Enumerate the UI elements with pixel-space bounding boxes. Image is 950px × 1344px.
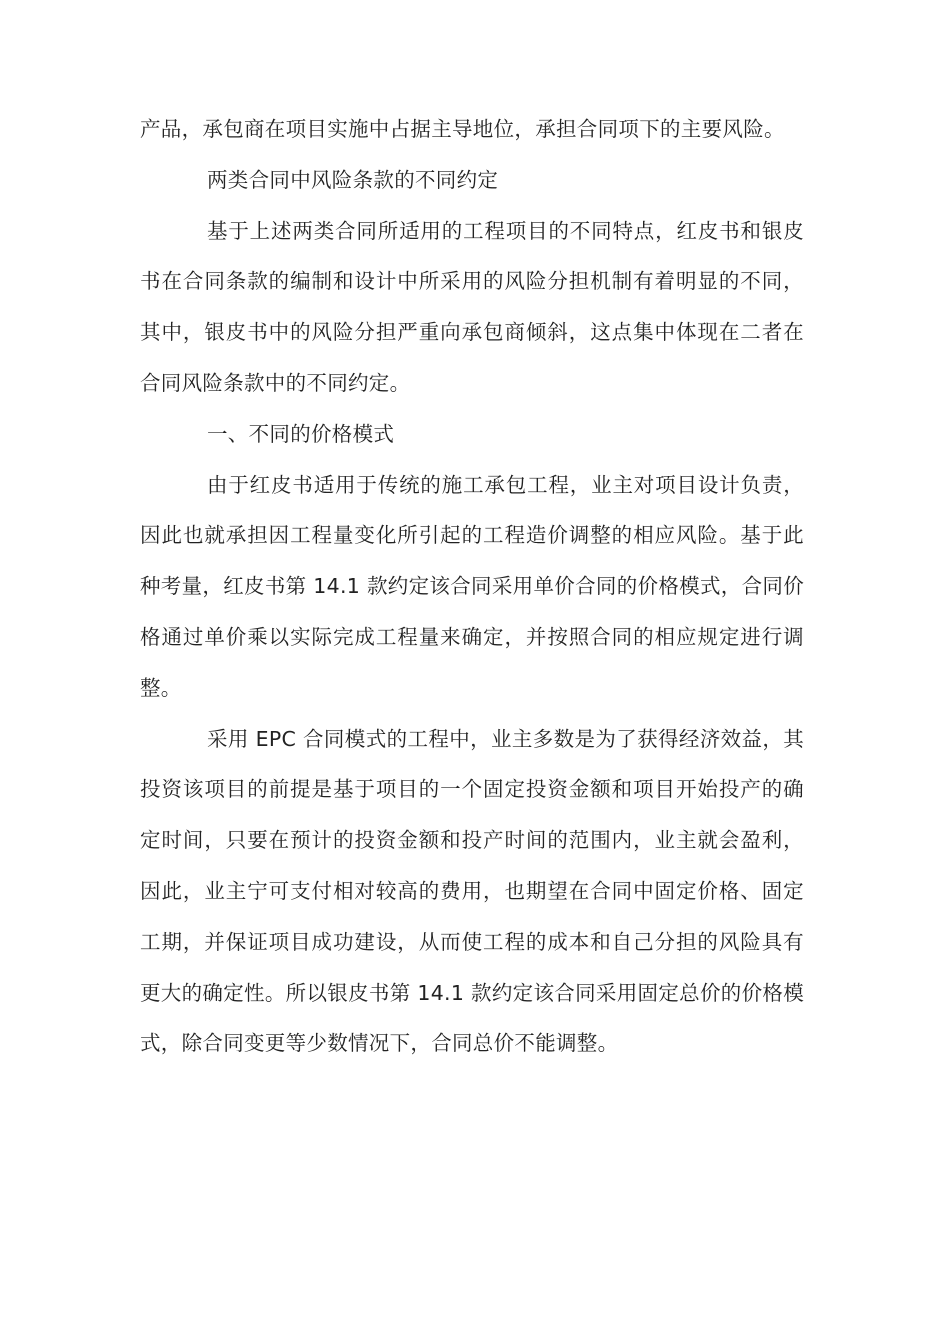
paragraph: 采用 EPC 合同模式的工程中，业主多数是为了获得经济效益，其投资该项目的前提是基于项目的一个固定投资金额和项目开始投产的确定时间，只要在预计的投资金额和投产时间的范围内，业主就会盈利，因此，业主宁可支付相对较高的费用，也期望在合同中固定价格、固定工期，并保证项目成功建设，从而使工程的成本和自己分担的风险具有更大的确定性。所以银皮书第 14.1 款约定该合同采用固定总价的价格模式，除合同变更等少数情况下，合同总价不能调整。 <box>140 726 804 1056</box>
section-heading: 两类合同中风险条款的不同约定 <box>207 167 499 192</box>
paragraph: 基于上述两类合同所适用的工程项目的不同特点，红皮书和银皮书在合同条款的编制和设计中所采用的风险分担机制有着明显的不同，其中，银皮书中的风险分担严重向承包商倾斜，这点集中体现在二者在合同风险条款中的不同约定。 <box>140 218 804 395</box>
subsection-heading: 一、不同的价格模式 <box>207 421 395 446</box>
document-body <box>140 104 804 1069</box>
paragraph-continuation: 产品，承包商在项目实施中占据主导地位，承担合同项下的主要风险。 <box>140 117 785 141</box>
paragraph: 由于红皮书适用于传统的施工承包工程，业主对项目设计负责，因此也就承担因工程量变化所引起的工程造价调整的相应风险。基于此种考量，红皮书第 14.1 款约定该合同采用单价合同的价格模式，合同价格通过单价乘以实际完成工程量来确定，并按照合同的相应规定进行调整。 <box>140 472 804 700</box>
